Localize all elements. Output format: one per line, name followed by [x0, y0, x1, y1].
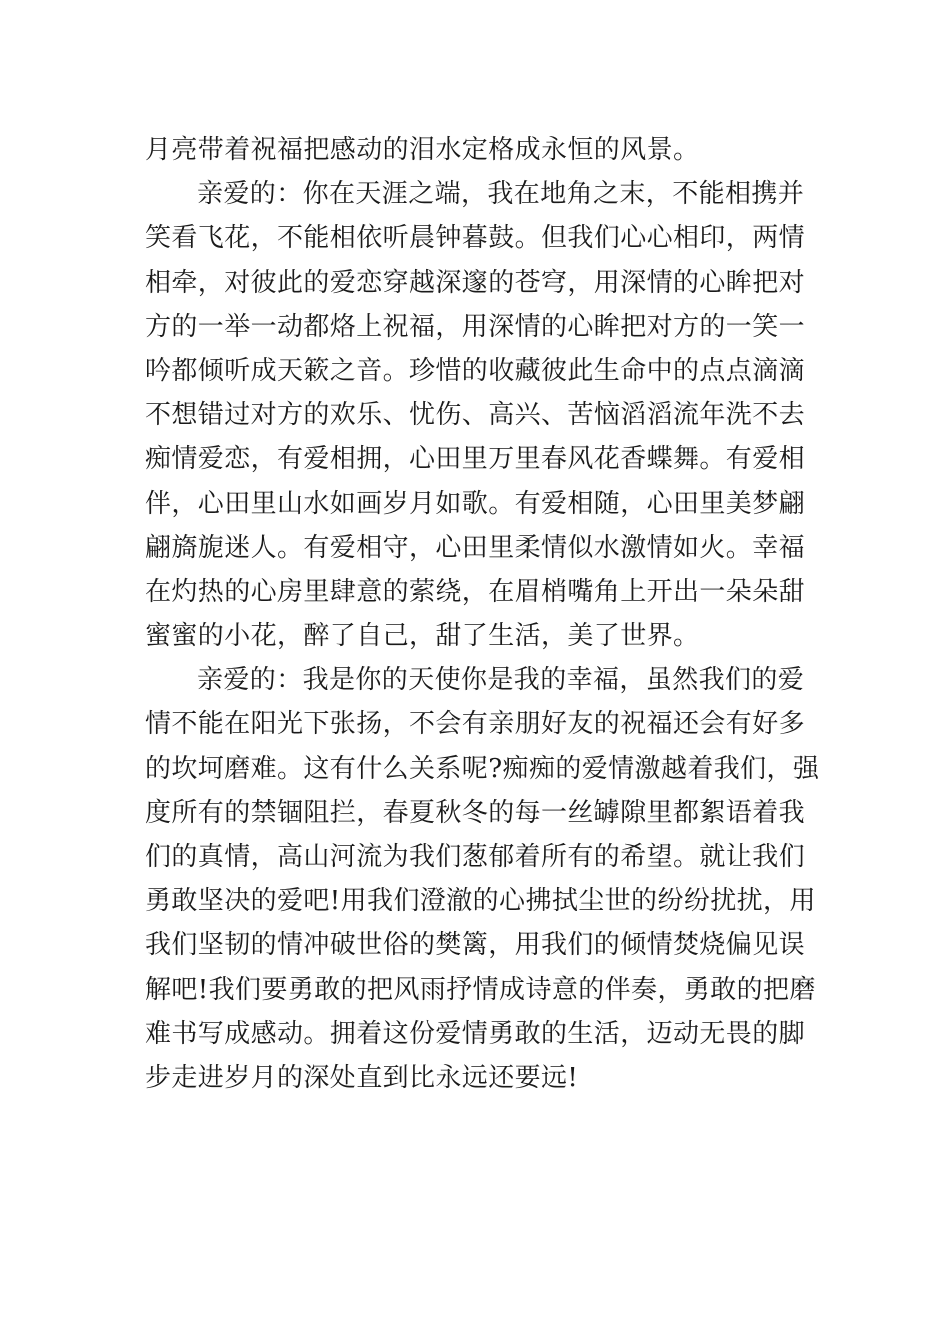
paragraph-3-line-1: 亲爱的：我是你的天使你是我的幸福，虽然我们的爱 [197, 665, 805, 696]
paragraph-3-line-7: 我们坚韧的情冲破世俗的樊篱，用我们的倾情焚烧偏见误 [145, 930, 806, 961]
document-body [145, 128, 820, 1100]
paragraph-2-line-1: 亲爱的：你在天涯之端，我在地角之末，不能相携并 [197, 179, 805, 210]
paragraph-1-line-1: 月亮带着祝福把感动的泪水定格成永恒的风景。 [145, 135, 700, 165]
paragraph-2-line-8: 伴，心田里山水如画岁月如歌。有爱相随，心田里美梦翩 [145, 488, 806, 519]
paragraph-2-line-10: 在灼热的心房里肆意的萦绕，在眉梢嘴角上开出一朵朵甜 [145, 576, 806, 607]
paragraph-2-line-11: 蜜蜜的小花，醉了自己，甜了生活，美了世界。 [145, 621, 700, 652]
paragraph-3-line-6: 勇敢坚决的爱吧!用我们澄澈的心拂拭尘世的纷纷扰扰，用 [145, 886, 816, 917]
paragraph-2-line-7: 痴情爱恋，有爱相拥，心田里万里春风花香蝶舞。有爱相 [145, 444, 806, 475]
paragraph-3-line-2: 情不能在阳光下张扬，不会有亲朋好友的祝福还会有好多 [145, 709, 806, 740]
paragraph-2-line-3: 相牵，对彼此的爱恋穿越深邃的苍穹，用深情的心眸把对 [145, 267, 806, 298]
paragraph-3-line-8: 解吧!我们要勇敢的把风雨抒情成诗意的伴奏，勇敢的把磨 [145, 974, 816, 1005]
paragraph-2-line-6: 不想错过对方的欢乐、忧伤、高兴、苦恼滔滔流年洗不去 [145, 400, 806, 431]
paragraph-3-line-10: 步走进岁月的深处直到比永远还要远! [145, 1062, 579, 1093]
paragraph-2-line-4: 方的一举一动都烙上祝福，用深情的心眸把对方的一笑一 [145, 311, 806, 342]
paragraph-3-line-4: 度所有的禁锢阻拦，春夏秋冬的每一丝罅隙里都絮语着我 [145, 797, 806, 828]
paragraph-2-line-5: 吟都倾听成天簌之音。珍惜的收藏彼此生命中的点点滴滴 [145, 355, 806, 386]
paragraph-3-line-5: 们的真情，高山河流为我们葱郁着所有的希望。就让我们 [145, 842, 806, 872]
paragraph-2-line-2: 笑看飞花，不能相依听晨钟暮鼓。但我们心心相印，两情 [145, 223, 806, 254]
paragraph-2-line-9: 翩旖旎迷人。有爱相守，心田里柔情似水激情如火。幸福 [145, 532, 806, 563]
paragraph-3-line-9: 难书写成感动。拥着这份爱情勇敢的生活，迈动无畏的脚 [145, 1018, 806, 1049]
paragraph-3-line-3: 的坎坷磨难。这有什么关系呢?痴痴的爱情激越着我们，强 [145, 753, 820, 784]
